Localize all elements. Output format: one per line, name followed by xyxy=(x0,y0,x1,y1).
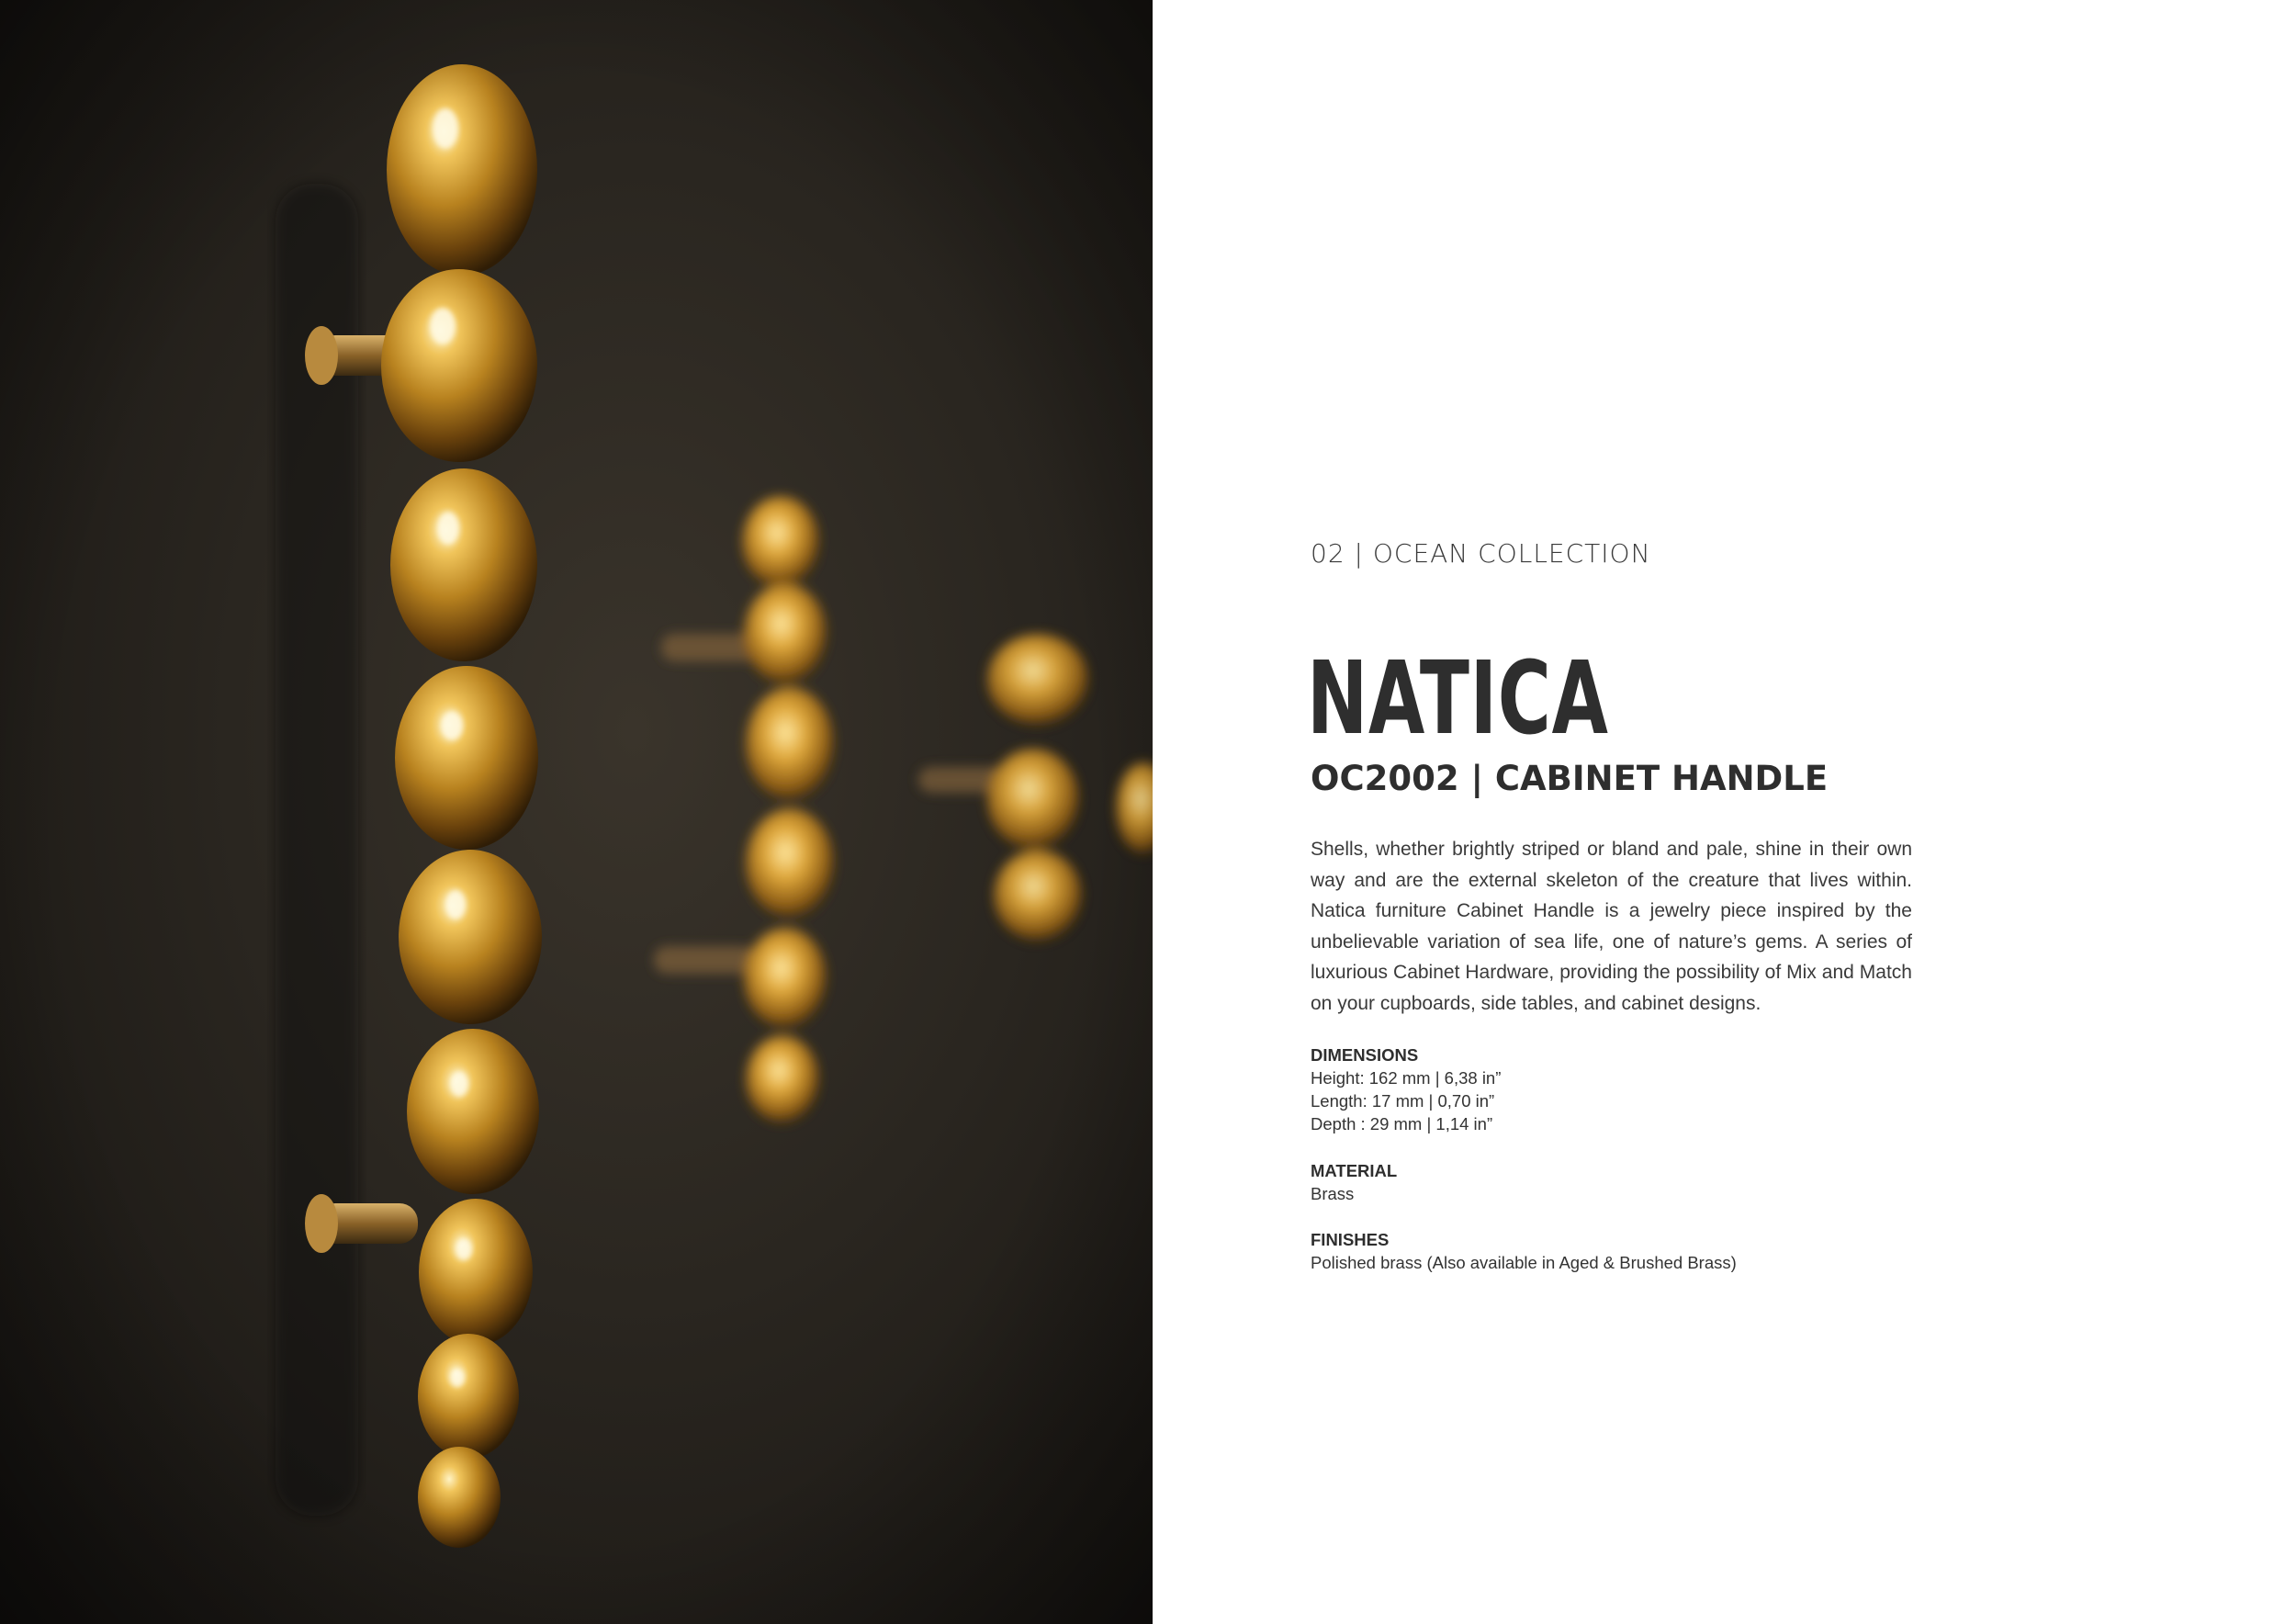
finishes-value: Polished brass (Also available in Aged & Brushed Brass) xyxy=(1311,1253,1737,1272)
finishes-section xyxy=(1311,1228,1737,1274)
product-name: NATICA xyxy=(1307,639,1609,757)
finishes-title: FINISHES xyxy=(1311,1230,1390,1249)
material-section xyxy=(1311,1159,1397,1205)
product-code: OC2002 | CABINET HANDLE xyxy=(1311,759,1829,798)
dimensions-title: DIMENSIONS xyxy=(1311,1045,1419,1065)
product-description: Shells, whether brightly striped or bland and pale, shine in their own way and are the external skeleton of the creature that lives within. Natica furniture Cabinet Handle is a jewelry piece inspired by the unbelievable variation of sea life, one of nature’s gems. A series of luxurious Cabinet Hardware, providing the possibility of Mix and Match on your cupboards, side tables, and cabinet designs. xyxy=(1311,839,1912,1014)
material-value: Brass xyxy=(1311,1184,1355,1203)
dimension-depth: Depth : 29 mm | 1,14 in” xyxy=(1311,1114,1493,1133)
dimensions-section xyxy=(1311,1043,1501,1135)
material-title: MATERIAL xyxy=(1311,1161,1398,1180)
dimension-length: Length: 17 mm | 0,70 in” xyxy=(1311,1091,1495,1111)
collection-label: 02 | OCEAN COLLECTION xyxy=(1311,538,1651,569)
dimension-height: Height: 162 mm | 6,38 in” xyxy=(1311,1068,1502,1088)
